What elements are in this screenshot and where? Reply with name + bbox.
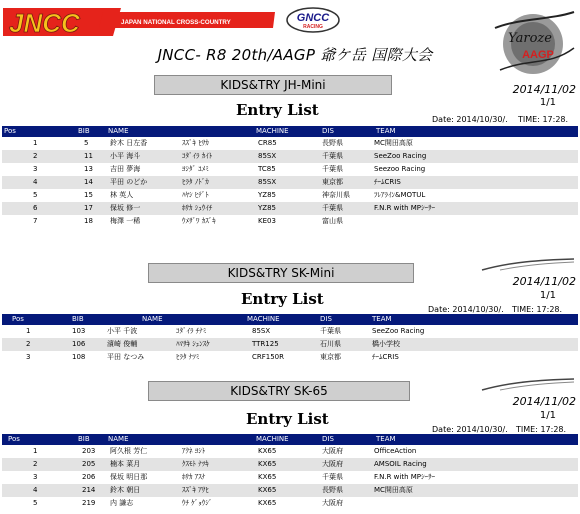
cell-team: ﾁｰﾑCRIS [374, 178, 401, 186]
cell-kana: ｸｽﾓﾄ ﾅﾂｷ [182, 460, 209, 468]
event-date: 2014/11/02 [512, 395, 576, 408]
entry-list-title: Entry List [236, 101, 319, 119]
cell-bib: 13 [84, 165, 93, 173]
cell-name: 濱崎 俊輔 [107, 340, 138, 348]
cell-kana: ﾋﾗﾀ ﾉﾄﾞｶ [182, 178, 209, 186]
gncc-logo-subtitle: RACING [303, 24, 323, 30]
cell-pos: 2 [33, 152, 38, 160]
cell-machine: 85SX [258, 178, 277, 186]
cell-name: 吉田 夢海 [110, 165, 141, 173]
cell-bib: 219 [82, 499, 96, 507]
table-row [2, 215, 578, 228]
cell-team: 橋小学校 [372, 340, 400, 348]
cell-team: ﾌﾚｱﾗｲﾝ&MOTUL [374, 191, 426, 199]
entry-list-title: Entry List [246, 410, 329, 428]
cell-dis: 長野県 [322, 486, 343, 494]
event-date: 2014/11/02 [512, 275, 576, 288]
cell-pos: 4 [33, 178, 38, 186]
cell-name: 平田 なつみ [107, 353, 145, 361]
cell-pos: 3 [33, 165, 38, 173]
cell-machine: KX65 [258, 447, 277, 455]
cell-kana: ｽｽﾞｷ ﾋｻｶ [182, 139, 209, 147]
cell-pos: 1 [26, 327, 31, 335]
cell-bib: 205 [82, 460, 96, 468]
category-label: KIDS&TRY SK-65 [148, 381, 410, 401]
col-pos: Pos [12, 315, 24, 323]
cell-kana: ｽｽﾞｷ ｱｻﾋ [182, 486, 209, 494]
col-team: TEAM [376, 435, 396, 443]
page-number: 1/1 [539, 290, 556, 301]
cell-bib: 11 [84, 152, 93, 160]
gncc-logo-text: GNCC [296, 12, 330, 24]
aagp-logo-script: Yaroze [508, 31, 552, 46]
cell-pos: 2 [33, 460, 38, 468]
table-row [2, 351, 578, 364]
cell-bib: 14 [84, 178, 93, 186]
print-date: Date: 2014/10/30/. [428, 305, 504, 314]
cell-kana: ｺﾀﾞｲﾗ ﾁﾅﾐ [176, 327, 207, 335]
cell-dis: 大阪府 [322, 460, 343, 468]
cell-bib: 206 [82, 473, 96, 481]
cell-kana: ﾊﾔｼ ﾋﾃﾞﾄ [182, 191, 209, 199]
cell-team: Seezoo Racing [374, 165, 426, 173]
cell-team: MC開田高原 [374, 486, 413, 494]
col-machine: MACHINE [256, 127, 289, 135]
table-row [2, 176, 578, 189]
table-header [2, 126, 578, 137]
cell-name: 楠本 菜月 [110, 460, 141, 468]
cell-pos: 5 [33, 499, 38, 507]
cell-name: 小平 海斗 [110, 152, 141, 160]
cell-team: SeeZoo Racing [372, 327, 425, 335]
cell-name: 保坂 修一 [110, 204, 141, 212]
cell-pos: 4 [33, 486, 38, 494]
cell-dis: 神奈川県 [322, 191, 350, 199]
cell-machine: CRF150R [252, 353, 285, 361]
cell-bib: 108 [72, 353, 86, 361]
col-machine: MACHINE [256, 435, 289, 443]
cell-pos: 6 [33, 204, 38, 212]
col-pos: Pos [8, 435, 20, 443]
swoosh-decoration [480, 258, 576, 272]
table-row [2, 189, 578, 202]
entry-list-title: Entry List [241, 290, 324, 308]
table-row [2, 458, 578, 471]
cell-machine: KX65 [258, 473, 277, 481]
col-dis: DIS [322, 435, 334, 443]
cell-kana: ｺﾀﾞｲﾗ ｶｲﾄ [182, 152, 213, 160]
col-bib: BIB [78, 435, 90, 443]
cell-name: 梅澤 一稀 [110, 217, 141, 225]
cell-dis: 千葉県 [322, 165, 343, 173]
cell-bib: 203 [82, 447, 96, 455]
print-date: Date: 2014/10/30/. [432, 425, 508, 434]
cell-kana: ｳﾁ ｹﾞｮｳｼﾞ [182, 499, 213, 507]
cell-machine: KX65 [258, 460, 277, 468]
cell-pos: 3 [33, 473, 38, 481]
cell-team: F.N.R with MPｼｰｻｰ [374, 204, 436, 212]
gncc-logo [286, 7, 340, 33]
col-name: NAME [108, 435, 129, 443]
cell-machine: 85SX [252, 327, 271, 335]
cell-pos: 5 [33, 191, 38, 199]
cell-dis: 東京都 [322, 178, 343, 186]
cell-machine: YZ85 [258, 204, 276, 212]
cell-kana: ｳﾒｻﾞﾜ ｶｽﾞｷ [182, 217, 216, 225]
cell-kana: ｱｸﾈ ﾖｼﾄ [182, 447, 206, 455]
cell-name: 内 謙志 [110, 499, 134, 507]
cell-pos: 1 [33, 447, 38, 455]
cell-name: 阿久根 芳仁 [110, 447, 148, 455]
cell-machine: KE03 [258, 217, 276, 225]
cell-dis: 大阪府 [322, 447, 343, 455]
cell-team: MC開田高原 [374, 139, 413, 147]
table-row [2, 497, 578, 510]
col-bib: BIB [72, 315, 84, 323]
cell-name: 鈴木 日左香 [110, 139, 148, 147]
cell-kana: ﾎｻｶ ｱｽﾅ [182, 473, 206, 481]
cell-dis: 千葉県 [322, 204, 343, 212]
cell-bib: 5 [84, 139, 89, 147]
cell-team: AMSOIL Racing [374, 460, 427, 468]
cell-machine: TC85 [258, 165, 276, 173]
cell-dis: 大阪府 [322, 499, 343, 507]
swoosh-decoration [480, 378, 576, 392]
cell-kana: ﾋﾗﾀ ﾅﾂﾐ [176, 353, 200, 361]
page-number: 1/1 [539, 97, 556, 108]
table-row [2, 445, 578, 458]
table-row [2, 202, 578, 215]
cell-bib: 106 [72, 340, 86, 348]
aagp-logo [490, 8, 576, 78]
col-name: NAME [108, 127, 129, 135]
col-dis: DIS [322, 127, 334, 135]
cell-machine: KX65 [258, 499, 277, 507]
category-label: KIDS&TRY JH-Mini [154, 75, 392, 95]
cell-dis: 千葉県 [322, 152, 343, 160]
col-dis: DIS [320, 315, 332, 323]
event-date: 2014/11/02 [512, 83, 576, 96]
table-row [2, 471, 578, 484]
cell-name: 平田 のどか [110, 178, 148, 186]
print-time: TIME: 17:28. [516, 425, 567, 434]
table-row [2, 484, 578, 497]
jncc-logo-subtitle: JAPAN NATIONAL CROSS-COUNTRY [121, 19, 231, 26]
cell-dis: 千葉県 [322, 473, 343, 481]
cell-machine: 85SX [258, 152, 277, 160]
cell-machine: TTR125 [252, 340, 279, 348]
cell-bib: 18 [84, 217, 93, 225]
print-time: TIME: 17:28. [518, 115, 569, 124]
aagp-logo-text: AAGP [522, 49, 554, 61]
cell-name: 鈴木 朝日 [110, 486, 141, 494]
jncc-logo [3, 6, 275, 38]
cell-dis: 千葉県 [320, 327, 341, 335]
cell-pos: 1 [33, 139, 38, 147]
cell-bib: 17 [84, 204, 93, 212]
cell-pos: 3 [26, 353, 31, 361]
table-row [2, 137, 578, 150]
col-machine: MACHINE [247, 315, 280, 323]
event-title: JNCC- R8 20th/AAGP 爺ケ岳 国際大会 [157, 46, 433, 64]
cell-bib: 214 [82, 486, 96, 494]
cell-team: F.N.R with MPｼｰｻｰ [374, 473, 436, 481]
cell-name: 小平 千波 [107, 327, 138, 335]
cell-kana: ﾖｼﾀﾞ ﾕﾒﾐ [182, 165, 209, 173]
table-row [2, 338, 578, 351]
cell-dis: 長野県 [322, 139, 343, 147]
print-date: Date: 2014/10/30/. [432, 115, 508, 124]
col-name: NAME [142, 315, 163, 323]
table-row [2, 150, 578, 163]
print-time: TIME: 17:28. [512, 305, 563, 314]
category-label: KIDS&TRY SK-Mini [148, 263, 414, 283]
cell-team: SeeZoo Racing [374, 152, 427, 160]
col-pos: Pos [4, 127, 16, 135]
cell-dis: 富山県 [322, 217, 343, 225]
cell-team: OfficeAction [374, 447, 417, 455]
cell-bib: 103 [72, 327, 86, 335]
jncc-logo-text: JNCC [9, 8, 80, 38]
table-row [2, 325, 578, 338]
cell-name: 保坂 明日那 [110, 473, 148, 481]
table-header [2, 314, 578, 325]
table-row [2, 163, 578, 176]
cell-bib: 15 [84, 191, 93, 199]
page-number: 1/1 [539, 410, 556, 421]
cell-pos: 7 [33, 217, 38, 225]
table-header [2, 434, 578, 445]
cell-machine: CR85 [258, 139, 277, 147]
cell-kana: ﾊﾏｻｷ ｼｭﾝｽｹ [176, 340, 210, 348]
cell-machine: YZ85 [258, 191, 276, 199]
cell-dis: 石川県 [320, 340, 341, 348]
col-team: TEAM [372, 315, 392, 323]
cell-kana: ﾎｻｶ ｼｭｳｲﾁ [182, 204, 213, 212]
cell-pos: 2 [26, 340, 31, 348]
col-bib: BIB [78, 127, 90, 135]
cell-name: 林 英人 [110, 191, 134, 199]
cell-machine: KX65 [258, 486, 277, 494]
col-team: TEAM [376, 127, 396, 135]
cell-dis: 東京都 [320, 353, 341, 361]
cell-team: ﾁｰﾑCRIS [372, 353, 399, 361]
